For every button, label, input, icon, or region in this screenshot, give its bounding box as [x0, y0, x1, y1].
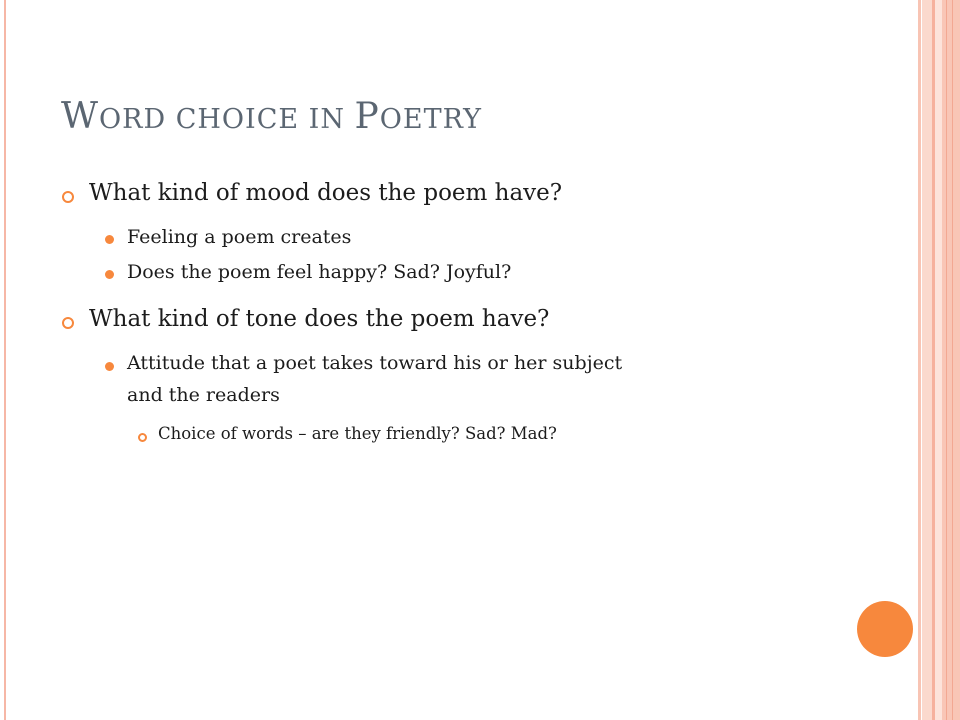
dot-bullet-icon: [105, 362, 114, 371]
bullet-choice-of-words: Choice of words – are they friendly? Sad? Mad?: [158, 424, 557, 443]
title-word-oetry: OETRY: [379, 104, 482, 135]
dot-bullet-icon: [105, 270, 114, 279]
bullet-happy-sad: Does the poem feel happy? Sad? Joyful?: [127, 261, 512, 283]
title-initial-p: P: [354, 96, 380, 137]
bullet-mood-question: What kind of mood does the poem have?: [89, 180, 563, 206]
ring-bullet-icon: [62, 317, 74, 329]
ring-bullet-icon: [138, 433, 147, 442]
bullet-tone-question: What kind of tone does the poem have?: [89, 306, 550, 332]
dot-bullet-icon: [105, 235, 114, 244]
title-word-choice-in: ORD CHOICE IN: [99, 104, 355, 135]
ring-bullet-icon: [62, 191, 74, 203]
title-initial-w: W: [61, 96, 100, 137]
bullet-feeling: Feeling a poem creates: [127, 226, 352, 248]
bullet-attitude-line2: and the readers: [127, 384, 280, 406]
bullet-attitude-line1: Attitude that a poet takes toward his or her subject: [127, 352, 623, 374]
